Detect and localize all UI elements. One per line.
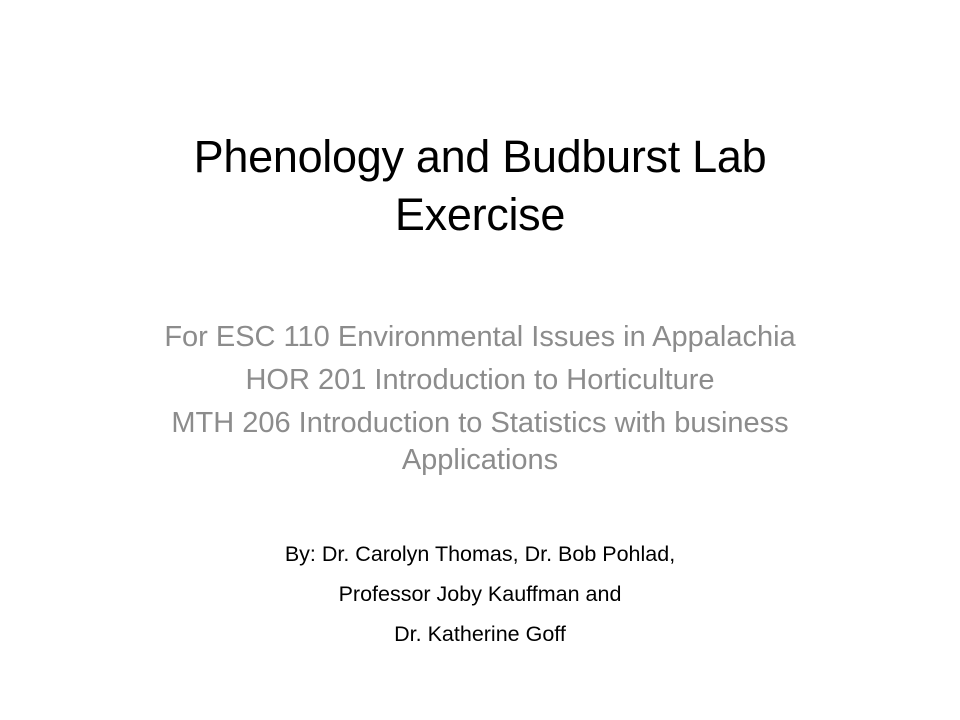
title-line-2: Exercise <box>394 189 566 240</box>
course-list <box>40 316 920 475</box>
slide-title <box>80 128 880 244</box>
author-credits <box>160 534 800 654</box>
author-line-1: By: Dr. Carolyn Thomas, Dr. Bob Pohlad, <box>284 542 676 566</box>
author-line-2: Professor Joby Kauffman and <box>338 582 622 606</box>
title-line-1: Phenology and Budburst Lab <box>193 131 767 182</box>
course-line-hor: HOR 201 Introduction to Horticulture <box>245 364 715 396</box>
course-line-mth-continued: Applications <box>401 444 559 476</box>
course-line-mth: MTH 206 Introduction to Statistics with business <box>171 407 789 439</box>
author-line-3: Dr. Katherine Goff <box>394 622 566 646</box>
course-line-esc: For ESC 110 Environmental Issues in Appalachia <box>164 321 796 353</box>
